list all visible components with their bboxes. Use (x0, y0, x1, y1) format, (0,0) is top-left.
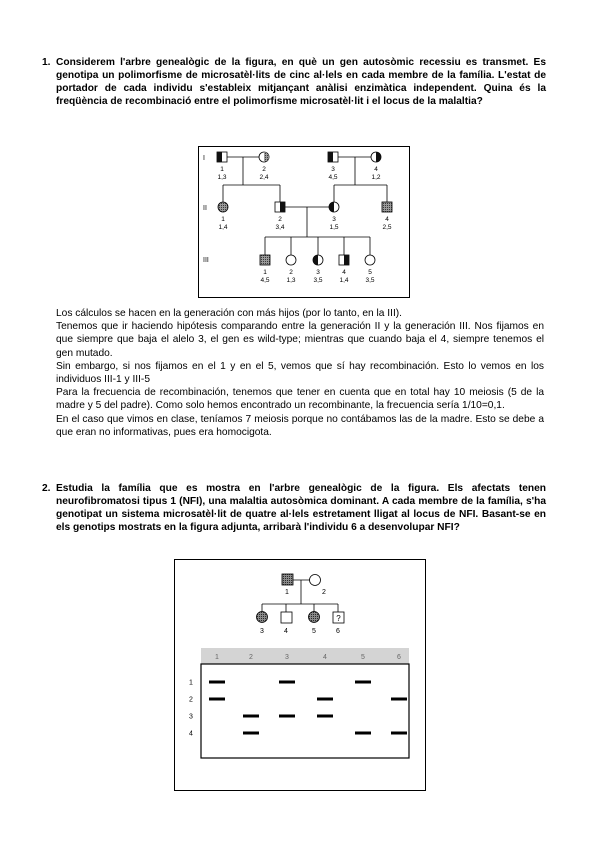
individual-I-4 (371, 152, 381, 162)
individual-II-3 (329, 202, 339, 212)
individual-II-2-genotype: 3,4 (275, 224, 285, 231)
nf1-individual-2 (310, 575, 321, 586)
individual-II-3-genotype: 1,5 (329, 224, 339, 231)
individual-I-4-id: 4 (374, 166, 378, 173)
individual-III-5-id: 5 (368, 269, 372, 276)
individual-III-4-genotype: 1,4 (339, 277, 349, 284)
gel-band-lane-6-allele-4 (391, 732, 407, 735)
answer-1-paragraph-2: Tenemos que ir haciendo hipótesis comparando entre la generación II y la generación III. Nos fijamos en que siempre que baja el alelo 3, el gen es wild-type; mientras que cuando baja el 4, siempre tenemos el gen mutado. (56, 321, 544, 359)
individual-I-4-genotype: 1,2 (371, 174, 381, 181)
question-1-text: Considerem l'arbre genealògic de la figura, en què un gen autosòmic recessiu es transmet. Es genotipa un polimorfisme de microsatèl·lits de cinc al·lels en cada membre de la família. L'estat de portador de cada individu s'estableix mitjançant anàlisi enzimàtica independent. Quina és la freqüència de recombinació entre el polimorfisme microsatèl·lit i el locus de la malaltia? (56, 57, 546, 107)
answer-1-paragraph-3: Sin embargo, si nos fijamos en el 1 y en el 5, vemos que sí hay recombinación. Esto lo vemos en los individuos III-1 y III-5 (56, 360, 544, 386)
gel-body (201, 664, 409, 758)
question-1 (42, 56, 546, 108)
individual-II-1-id: 1 (221, 216, 225, 223)
answer-1 (56, 307, 544, 439)
gel-band-lane-2-allele-3 (243, 715, 259, 718)
gel-band-lane-1-allele-2 (209, 698, 225, 701)
gel-lane-label-1: 1 (215, 654, 219, 661)
gel-lane-label-4: 4 (323, 654, 327, 661)
individual-III-5-genotype: 3,5 (365, 277, 375, 284)
gel-band-lane-3-allele-1 (279, 681, 295, 684)
individual-III-1-id: 1 (263, 269, 267, 276)
individual-I-2 (259, 152, 269, 162)
gel-lane-label-3: 3 (285, 654, 289, 661)
nf1-label-4: 4 (284, 628, 288, 635)
individual-II-4-id: 4 (385, 216, 389, 223)
individual-III-3-id: 3 (316, 269, 320, 276)
answer-1-paragraph-4: Para la frecuencia de recombinación, tenemos que tener en cuenta que en total hay 10 meiosis (5 de la madre y 5 del padre). Como solo hemos encontrado un recombinante, la frecuencia sería 1/10=0,1. (56, 387, 544, 412)
nf1-individual-6-unknown-mark: ? (336, 614, 341, 623)
individual-III-2 (286, 255, 296, 265)
individual-I-1 (217, 152, 227, 162)
individual-III-2-genotype: 1,3 (286, 277, 296, 284)
individual-III-4-id: 4 (342, 269, 346, 276)
individual-I-3 (328, 152, 338, 162)
individual-III-1-genotype: 4,5 (260, 277, 270, 284)
pedigree-figure-1 (198, 146, 410, 298)
nf1-label-6: 6 (336, 628, 340, 635)
nf1-individual-4 (281, 612, 292, 623)
nf1-label-5: 5 (312, 628, 316, 635)
individual-II-3-id: 3 (332, 216, 336, 223)
gel-lane-header (201, 648, 409, 664)
individual-I-1-genotype: 1,3 (217, 174, 227, 181)
gel-band-lane-4-allele-3 (317, 715, 333, 718)
individual-I-1-id: 1 (220, 166, 224, 173)
individual-II-1-genotype: 1,4 (218, 224, 228, 231)
individual-III-2-id: 2 (289, 269, 293, 276)
individual-I-3-id: 3 (331, 166, 335, 173)
nf1-individual-5 (309, 612, 320, 623)
gel-band-lane-5-allele-4 (355, 732, 371, 735)
individual-III-3-genotype: 3,5 (313, 277, 323, 284)
pedigree-gel-figure-2 (174, 559, 426, 791)
gel-lane-label-5: 5 (361, 654, 365, 661)
gel-band-lane-4-allele-2 (317, 698, 333, 701)
individual-II-2 (275, 202, 285, 212)
generation-label-III: III (203, 257, 209, 264)
gel-band-lane-6-allele-2 (391, 698, 407, 701)
gel-allele-label-2: 2 (189, 696, 193, 704)
answer-1-paragraph-5: En el caso que vimos en clase, teníamos 7 meiosis porque no contábamos las de la madre. Esto se debe a que eran no informativas, pues era homocigota. (56, 413, 544, 438)
individual-II-4 (382, 202, 392, 212)
gel-band-lane-1-allele-1 (209, 681, 225, 684)
generation-label-II: II (203, 205, 207, 212)
gel-allele-label-4: 4 (189, 730, 193, 738)
gel-band-lane-3-allele-3 (279, 715, 295, 718)
nf1-individual-1 (282, 574, 293, 585)
gel-band-lane-2-allele-4 (243, 732, 259, 735)
question-2 (42, 482, 546, 534)
individual-III-3 (313, 255, 323, 265)
question-2-text: Estudia la família que es mostra en l'arbre genealògic de la figura. Els afectats tenen neurofibromatosi tipus 1 (NFI), una malaltia autosòmica dominant. A cada membre de la família, s'ha genotipat un sistema microsatèl·lit de quatre al·lels estretament lligat al locus de NFI. Basant-se en els genotips mostrats en la figura adjunta, arribarà l'individu 6 a desenvolupar NFI? (56, 483, 546, 533)
nf1-individual-3 (257, 612, 268, 623)
pedigree-lines (223, 157, 387, 255)
gel-allele-labels (189, 680, 193, 738)
gel-allele-label-3: 3 (189, 713, 193, 721)
gel-allele-label-1: 1 (189, 679, 193, 687)
individual-II-2-id: 2 (278, 216, 282, 223)
question-1-number: 1. (42, 57, 51, 68)
nf1-label-1: 1 (285, 589, 289, 596)
individual-III-4 (339, 255, 349, 265)
individual-II-1 (218, 202, 228, 212)
answer-1-paragraph-1: Los cálculos se hacen en la generación con más hijos (por lo tanto, en la III). (56, 308, 403, 319)
individual-III-5 (365, 255, 375, 265)
gel-lane-label-2: 2 (249, 654, 253, 661)
individual-III-1 (260, 255, 270, 265)
question-2-number: 2. (42, 483, 51, 494)
pedigree-2-lines (262, 580, 338, 612)
generation-label-I: I (203, 155, 205, 162)
nf1-label-3: 3 (260, 628, 264, 635)
individual-I-2-genotype: 2,4 (259, 174, 269, 181)
nf1-individual-6 (333, 612, 344, 623)
gel-lane-label-6: 6 (397, 654, 401, 661)
nf1-label-2: 2 (322, 589, 326, 596)
individual-I-3-genotype: 4,5 (328, 174, 338, 181)
individual-II-4-genotype: 2,5 (382, 224, 392, 231)
individual-I-2-id: 2 (262, 166, 266, 173)
gel-band-lane-5-allele-1 (355, 681, 371, 684)
